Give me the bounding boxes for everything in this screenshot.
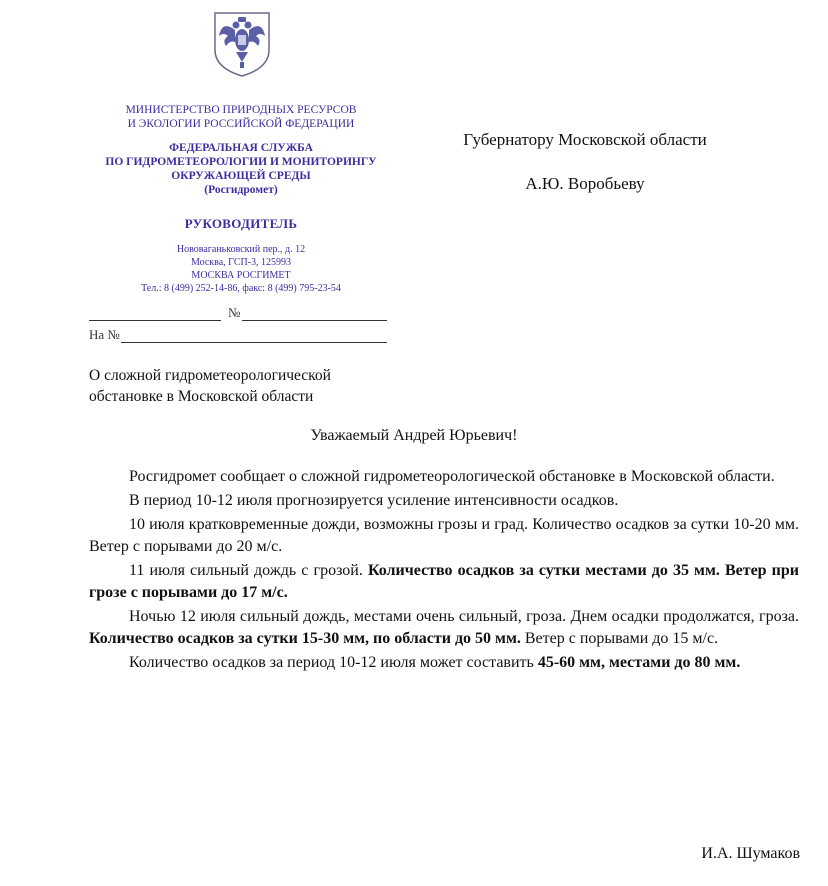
body-paragraph — [89, 652, 799, 674]
ministry-line: МИНИСТЕРСТВО ПРИРОДНЫХ РЕСУРСОВ — [125, 104, 357, 116]
body-paragraph: В период 10-12 июля прогнозируется усиление интенсивности осадков. — [129, 492, 619, 509]
service-line: (Росгидромет) — [204, 184, 278, 196]
letterhead-head-title: РУКОВОДИТЕЛЬ — [184, 216, 298, 231]
body-text-normal: 11 июля сильный дождь с грозой. — [129, 562, 368, 579]
number-symbol: № — [228, 305, 241, 320]
body-paragraph — [89, 606, 799, 650]
body-text-bold: Количество осадков за сутки 15-30 мм, по области до 50 мм. — [89, 630, 521, 647]
body-text-normal: Ночью 12 июля сильный дождь, местами очень сильный, гроза. Днем осадки продолжатся, гроза. — [129, 608, 799, 625]
body-paragraph: 10 июля кратковременные дожди, возможны грозы и град. Количество осадков за сутки 10-20 мм. Ветер с порывами до 20 м/с. — [89, 516, 799, 555]
recipient-title: Губернатору Московской области — [463, 130, 707, 149]
russian-coat-of-arms-icon — [212, 10, 272, 78]
body-text-bold: 45-60 мм, местами до 80 мм. — [537, 654, 741, 671]
address-line: МОСКВА РОСГИМЕТ — [191, 270, 291, 281]
service-line: ФЕДЕРАЛЬНАЯ СЛУЖБА — [169, 142, 313, 154]
address-line: Тел.: 8 (499) 252-14-86, факс: 8 (499) 795-23-54 — [141, 283, 341, 294]
service-name — [76, 141, 406, 197]
number-line — [242, 320, 387, 321]
body-text-normal: Количество осадков за период 10-12 июля может составить — [129, 654, 538, 671]
letterhead-address — [76, 243, 406, 295]
address-line: Москва, ГСП-3, 125993 — [190, 257, 292, 268]
body-paragraph — [89, 560, 799, 604]
address-line: Нововаганьковский пер., д. 12 — [176, 244, 306, 255]
body-paragraph: Росгидромет сообщает о сложной гидрометеорологической обстановке в Московской области. — [129, 468, 775, 485]
subject-line: О сложной гидрометеорологической — [89, 367, 331, 384]
service-line: ПО ГИДРОМЕТЕОРОЛОГИИ И МОНИТОРИНГУ — [105, 156, 377, 168]
body-text-normal: Ветер с порывами до 15 м/с. — [520, 630, 719, 647]
ministry-line: И ЭКОЛОГИИ РОССИЙСКОЙ ФЕДЕРАЦИИ — [127, 118, 355, 130]
body-text-bold: Количество осадков за сутки местами до 35 мм. Ветер при грозе с порывами до 17 м/с. — [89, 562, 800, 601]
recipient-name: А.Ю. Воробьеву — [525, 174, 645, 193]
date-line — [89, 320, 221, 321]
letter-subject — [89, 365, 389, 407]
salutation: Уважаемый Андрей Юрьевич! — [310, 427, 518, 444]
letter-body — [89, 466, 799, 676]
subject-line: обстановке в Московской области — [89, 388, 314, 405]
ministry-name — [76, 103, 406, 131]
reply-to-line — [121, 342, 387, 343]
signatory-name: И.А. Шумаков — [701, 845, 800, 862]
service-line: ОКРУЖАЮЩЕЙ СРЕДЫ — [171, 170, 311, 182]
reply-to-label: На № — [89, 327, 120, 342]
